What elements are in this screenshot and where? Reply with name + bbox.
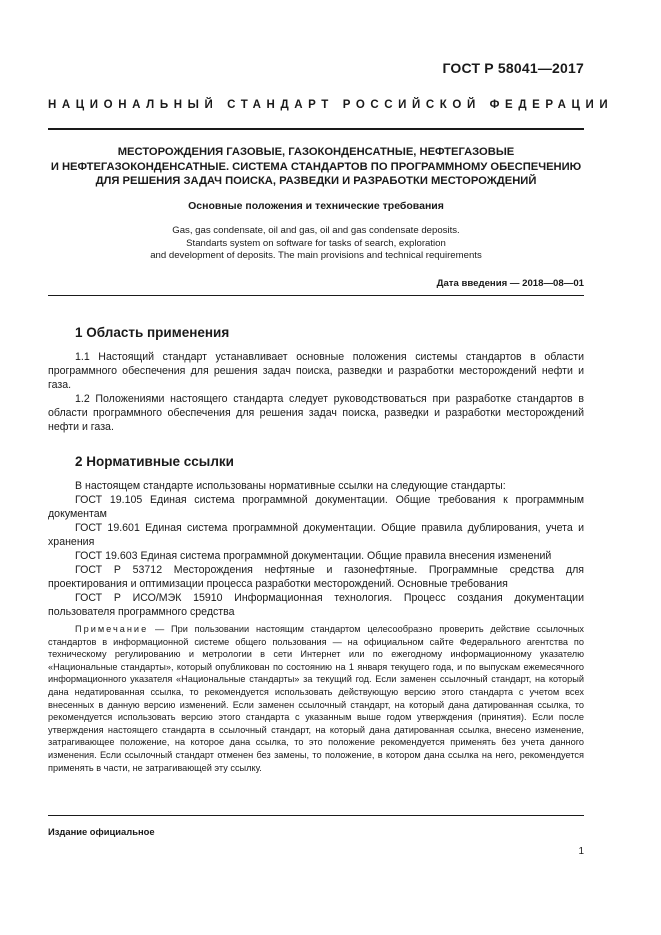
introduction-date: Дата введения — 2018—08—01 [436, 278, 584, 289]
section-1-paragraph-2: 1.2 Положениями настоящего стандарта следует руководствоваться при разработке стандартов в области программного обеспечения для решения задач поиска, разведки и разработки месторождений нефти и газа. [48, 393, 584, 433]
reference-item: ГОСТ 19.105 Единая система программной документации. Общие требования к программным документам [48, 494, 584, 520]
page-number: 1 [578, 846, 584, 857]
reference-item: ГОСТ 19.601 Единая система программной документации. Общие правила дублирования, учета и хранения [48, 522, 584, 548]
standard-number: ГОСТ Р 58041—2017 [442, 60, 584, 76]
date-divider [48, 295, 584, 296]
section-1-paragraph-1: 1.1 Настоящий стандарт устанавливает основные положения системы стандартов в области программного обеспечения для решения задач поиска, разведки и разработки месторождений нефти и газа. [48, 351, 584, 391]
reference-item: ГОСТ 19.603 Единая система программной документации. Общие правила внесения изменений [75, 550, 552, 562]
section-2-intro: В настоящем стандарте использованы нормативные ссылки на следующие стандарты: [75, 480, 506, 492]
english-title-line-2: Standarts system on software for tasks of search, exploration [186, 237, 446, 249]
english-title [48, 225, 584, 263]
note-label: Примечание [75, 624, 149, 634]
document-title [48, 145, 584, 189]
national-standard-banner: НАЦИОНАЛЬНЫЙ СТАНДАРТ РОССИЙСКОЙ ФЕДЕРАЦИИ [48, 99, 614, 111]
reference-item: ГОСТ Р ИСО/МЭК 15910 Информационная технология. Процесс создания документации пользователя программного средства [48, 592, 584, 618]
note-text: — При пользовании настоящим стандартом целесообразно проверить действие ссылочных стандартов в информационной системе общего пользования — на официальном сайте Федерального агентства по техническому регулированию и метрологии в сети Интернет или по ежегодному информационному указателю «Национальные стандарты», который опубликован по состоянию на 1 января текущего года, и по выпускам ежемесячного информационного указателя «Национальные стандарты» за текущий год. Если заменен ссылочный стандарт, на который дана недатированная ссылка, то рекомендуется использовать действующую версию этого стандарта с учетом всех внесенных в данную версию изменений. Если заменен ссылочный стандарт, на который дана датированная ссылка, то рекомендуется использовать версию этого стандарта с указанным выше годом утверждения (принятия). Если после утверждения настоящего стандарта в ссылочный стандарт, на который дана датированная ссылка, внесено изменение, затрагивающее положение, на которое дана ссылка, то это положение рекомендуется применять без учета данного изменения. Если ссылочный стандарт отменен без замены, то положение, в котором дана ссылка на него, рекомендуется применять в части, не затрагивающей эту ссылку. [48, 624, 584, 773]
document-subtitle: Основные положения и технические требования [188, 200, 444, 212]
reference-note [48, 623, 584, 774]
header-divider [48, 128, 584, 130]
section-1-heading: 1 Область применения [75, 325, 230, 340]
section-2-heading: 2 Нормативные ссылки [75, 454, 234, 469]
footer-divider [48, 815, 584, 816]
english-title-line-3: and development of deposits. The main provisions and technical requirements [150, 250, 482, 262]
official-edition-label: Издание официальное [48, 826, 155, 837]
reference-item: ГОСТ Р 53712 Месторождения нефтяные и газонефтяные. Программные средства для проектирования и оптимизации процесса разработки месторождений. Основные требования [48, 564, 584, 590]
title-line-3: ДЛЯ РЕШЕНИЯ ЗАДАЧ ПОИСКА, РАЗВЕДКИ И РАЗРАБОТКИ МЕСТОРОЖДЕНИЙ [95, 175, 537, 187]
english-title-line-1: Gas, gas condensate, oil and gas, oil and gas condensate deposits. [172, 225, 460, 236]
title-line-2: И НЕФТЕГАЗОКОНДЕНСАТНЫЕ. СИСТЕМА СТАНДАРТОВ ПО ПРОГРАММНОМУ ОБЕСПЕЧЕНИЮ [50, 160, 582, 173]
title-line-1: МЕСТОРОЖДЕНИЯ ГАЗОВЫЕ, ГАЗОКОНДЕНСАТНЫЕ, НЕФТЕГАЗОВЫЕ [117, 146, 515, 158]
